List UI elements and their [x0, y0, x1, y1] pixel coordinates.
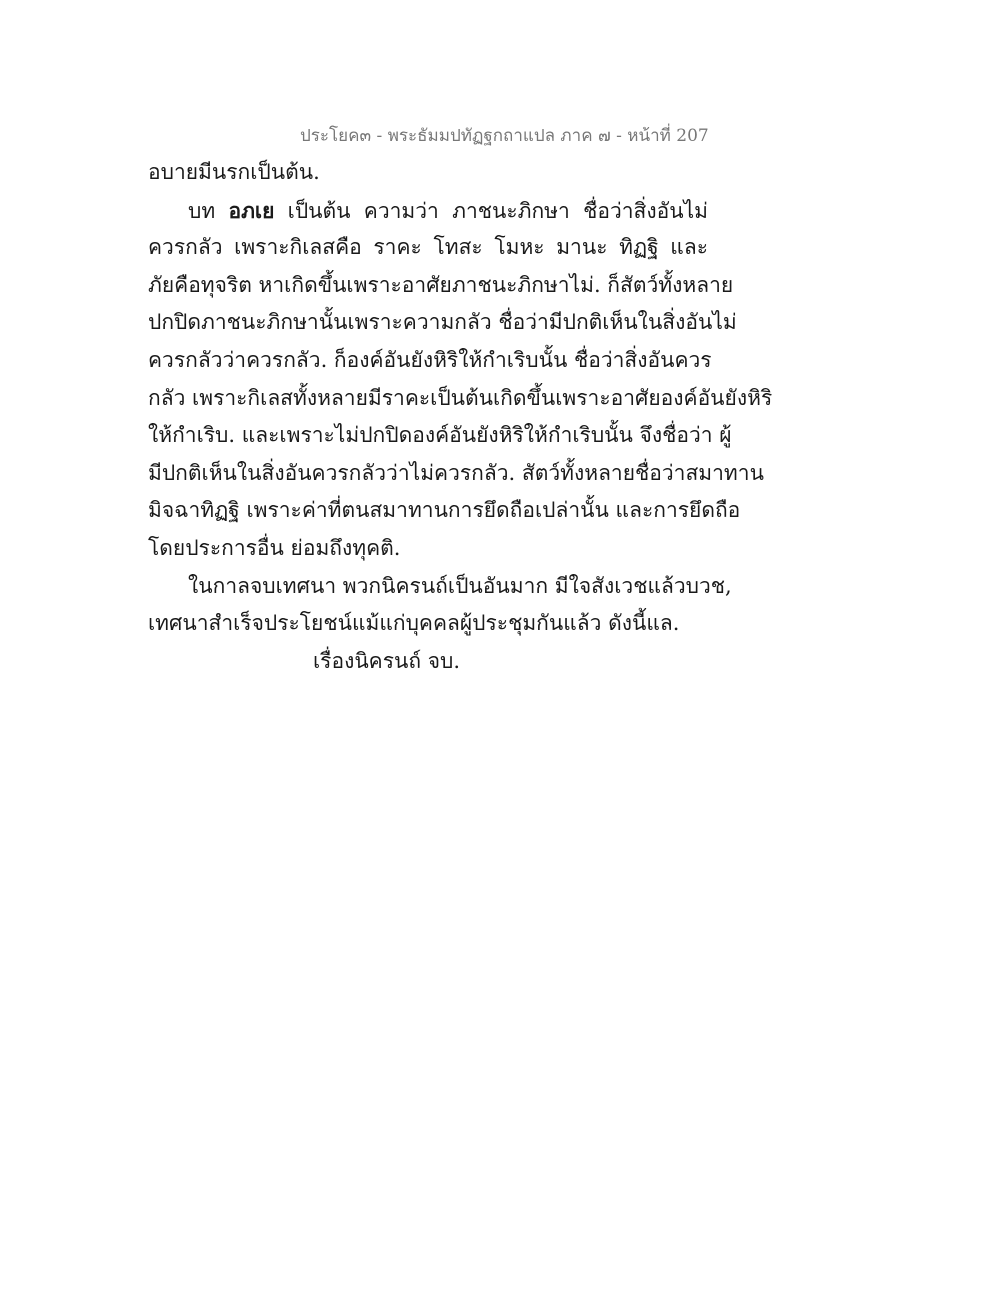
text-line-paragraph-start: ในกาลจบเทศนา พวกนิครนถ์เป็นอันมาก มีใจสังเวชแล้วบวช, [188, 573, 732, 598]
paragraph-text: เป็นต้น ความว่า ภาชนะภิกษา ชื่อว่าสิ่งอันไม่ [287, 198, 708, 223]
text-line: อบายมีนรกเป็นต้น. [148, 160, 320, 184]
text-line: เทศนาสำเร็จประโยชน์แม้แก่บุคคลผู้ประชุมกันแล้ว ดังนี้แล. [148, 611, 680, 636]
body-text [148, 154, 773, 680]
text-line: มิจฉาทิฏฐิ เพราะค่าที่ตนสมาทานการยึดถือเปล่านั้น และการยึดถือ [148, 498, 741, 523]
text-line: ภัยคือทุจริต หาเกิดขึ้นเพราะอาศัยภาชนะภิกษาไม่. ก็สัตว์ทั้งหลาย [148, 272, 734, 297]
text-line: โดยประการอื่น ย่อมถึงทุคติ. [148, 535, 401, 560]
text-line: มีปกติเห็นในสิ่งอันควรกลัวว่าไม่ควรกลัว. สัตว์ทั้งหลายชื่อว่าสมาทาน [148, 460, 764, 485]
text-line: ให้กำเริบ. และเพราะไม่ปกปิดองค์อันยังหิริให้กำเริบนั้น จึงชื่อว่า ผู้ [148, 423, 732, 448]
text-line: ควรกลัวว่าควรกลัว. ก็องค์อันยังหิริให้กำเริบนั้น ชื่อว่าสิ่งอันควร [148, 347, 712, 372]
text-line: ปกปิดภาชนะภิกษานั้นเพราะความกลัว ชื่อว่ามีปกติเห็นในสิ่งอันไม่ [148, 310, 737, 335]
text-line: กลัว เพราะกิเลสทั้งหลายมีราคะเป็นต้นเกิดขึ้นเพราะอาศัยองค์อันยังหิริ [148, 385, 773, 410]
text-line: ควรกลัว เพราะกิเลสคือ ราคะ โทสะ โมหะ มานะ ทิฏฐิ และ [148, 235, 708, 260]
running-header: ประโยค๓ - พระธัมมปทัฏฐกถาแปล ภาค ๗ - หน้าที่ 207 [300, 126, 709, 146]
story-end-line: เรื่องนิครนถ์ จบ. [313, 648, 461, 673]
text-line-paragraph-start [148, 192, 708, 230]
paragraph-word: บท [188, 198, 216, 223]
bold-term: อภเย [228, 197, 275, 223]
